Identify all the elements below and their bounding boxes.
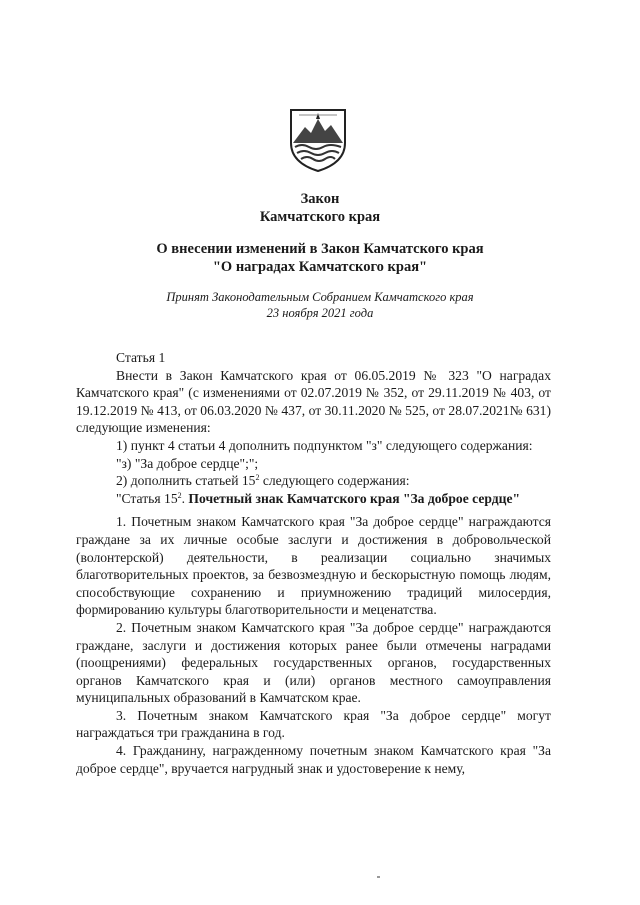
- new-article-heading: [76, 490, 551, 508]
- new-article-sup: 2: [177, 490, 182, 500]
- subject-line-1: О внесении изменений в Закон Камчатского края: [156, 241, 484, 257]
- intro-paragraph: Внести в Закон Камчатского края от 06.05.2019 № 323 "О наградах Камчатского края" (с изменениями от 02.07.2019 № 352, от 29.11.2019 № 403, от 19.12.2019 № 413, от 06.03.2020 № 437, от 30.11.2020 № 525, от 28.07.2021№ 631) следующие изменения:: [76, 367, 551, 436]
- amendment-item-1-quote: "з) "За доброе сердце";";: [116, 455, 259, 471]
- subject-line-2: "О наградах Камчатского края": [212, 259, 428, 275]
- amendment-item-2-sup: 2: [255, 473, 260, 483]
- adopted-by: Принят Законодательным Собранием Камчатского края: [166, 290, 474, 304]
- paragraph-1: 1. Почетным знаком Камчатского края "За доброе сердце" награждаются граждане за их личные особые заслуги и достижения в добровольческой (волонтерской) деятельности, в реализации социально значимых благотворительных проектов, за безвозмездную и бескорыстную помощь людям, способствующие сохранению и приумножению традиций милосердия, формированию культуры благотворительности и меценатства.: [76, 514, 551, 618]
- article-title: Статья 1: [116, 350, 166, 365]
- paragraph-2: 2. Почетным знаком Камчатского края "За доброе сердце" награждаются граждане, заслуги и достижения которых ранее были отмечены наградами (поощрениями) федеральных государственных органов, государственных органов Камчатского края и (или) органов местного самоуправления муниципальных образований в Камчатском крае.: [76, 619, 551, 706]
- adopted-date: 23 ноября 2021 года: [266, 306, 374, 320]
- new-article-title: Почетный знак Камчатского края "За доброе сердце": [188, 490, 521, 506]
- paragraph-4: 4. Гражданину, награжденному почетным знаком Камчатского края "За доброе сердце", вручается нагрудный знак и удостоверение к нему,: [76, 743, 551, 776]
- document-type: Закон: [300, 191, 340, 207]
- amendment-item-2-text: 2) дополнить статьей 15: [116, 473, 256, 489]
- region-name: Камчатского края: [259, 209, 381, 225]
- new-article-number: "Статья 15: [116, 490, 178, 506]
- article-body: [76, 349, 551, 777]
- kamchatka-coat-of-arms-icon: [287, 107, 349, 173]
- scan-speck: [377, 876, 380, 878]
- paragraph-3: 3. Почетным знаком Камчатского края "За доброе сердце" могут награждаться три гражданина в год.: [76, 707, 551, 741]
- amendment-item-2-tail: следующего содержания:: [259, 473, 410, 489]
- amendment-item-1: 1) пункт 4 статьи 4 дополнить подпунктом "з" следующего содержания:: [116, 437, 533, 453]
- amendment-item-2: [76, 472, 551, 490]
- new-article-dot: .: [181, 490, 189, 506]
